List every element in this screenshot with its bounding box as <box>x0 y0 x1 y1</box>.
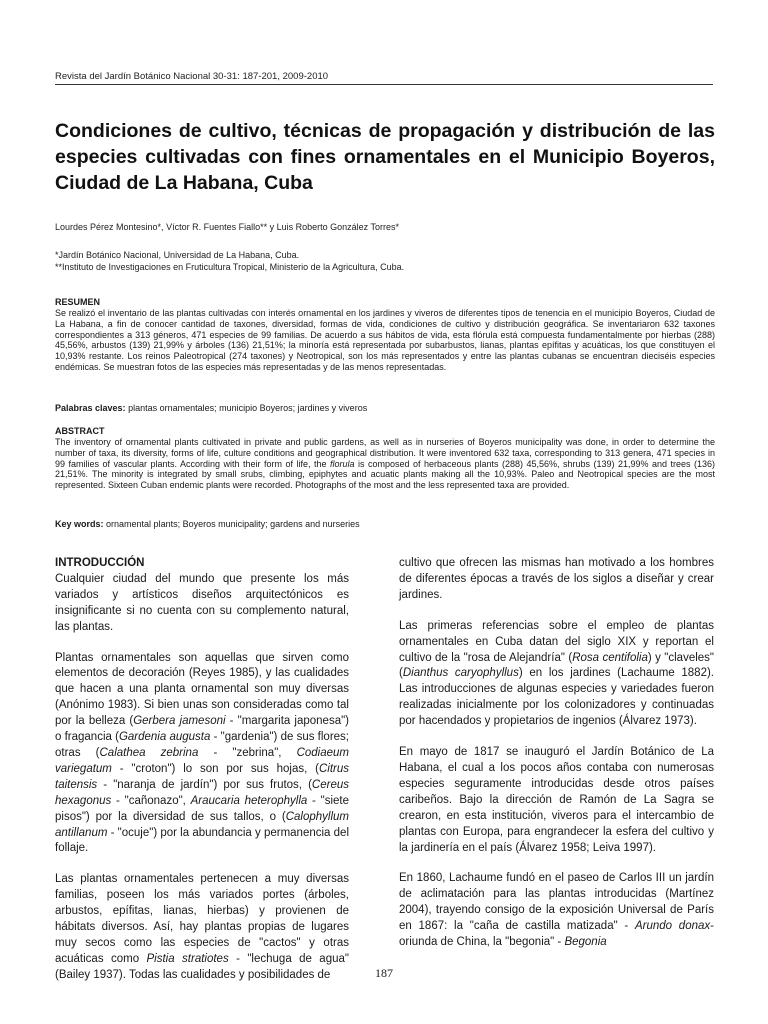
palabras-claves-label: Palabras claves: <box>55 403 126 413</box>
resumen-heading: RESUMEN <box>55 297 101 307</box>
paragraph-3: Las plantas ornamentales pertenecen a muy diversas familias, poseen los más variados portes (árboles, arbustos, epífitas, lianas, hierbas) y provienen de hábitats diversos. Así, hay plantas propias de lugares muy secos como las especies de "cactos" y otras acuáticas como Pistia stratiotes - "lechuga de agua" (Bailey 1937). Todas las cualidades y posibilidades de <box>55 873 349 981</box>
body-column-right <box>399 556 714 966</box>
key-words <box>55 519 715 529</box>
abstract-text: The inventory of ornamental plants cultivated in private and public gardens, as well as in nurseries of Boyeros municipality was done, in order to determine the number of taxa, its diversity, forms of life, culture conditions and geographical distribution. It were inventored 632 taxa, corresponding to 313 genera, 471 species in 99 families of vascular plants. According with their form of life, the florula is composed of herbaceous plants (288) 45,56%, shrubs (139) 21,99% and trees (136) 21,51%. The minority is integrated by small srubs, climbing, epiphytes and acuatic plants making all the 10,93%. Paleo and Neotropical species are the most represented. Sixteen Cuban endemic plants were recorded. Photographs of the most and the less represented taxa are provided. <box>55 437 715 491</box>
palabras-claves <box>55 403 715 413</box>
paragraph-1: Cualquier ciudad del mundo que presente los más variados y artísticos diseños arquitectónicos es insignificante si no cuenta con su complemento natural, las plantas. <box>55 572 349 633</box>
paragraph-6: En mayo de 1817 se inauguró el Jardín Botánico de La Habana, el cual a los pocos años contaba con numerosas especies seguramente introducidas desde otros países caribeños. Bajo la dirección de Ramón de La Sagra se crearon, en esta institución, viveros para el intercambio de plantas con Europa, para engrandecer la esfera del cultivo y la jardinería en el país (Álvarez 1958; Leiva 1997). <box>399 746 714 854</box>
article-title: Condiciones de cultivo, técnicas de propagación y distribución de las especies cultivadas con fines ornamentales en el Municipio Boyeros, Ciudad de La Habana, Cuba <box>55 120 715 194</box>
key-words-label: Key words: <box>55 519 104 529</box>
paragraph-5: Las primeras referencias sobre el empleo de plantas ornamentales en Cuba datan del siglo XIX y reportan el cultivo de la "rosa de Alejandría" (Rosa centifolia) y "claveles" (Dianthus caryophyllus) en los jardines (Lachaume 1882). Las introducciones de algunas especies y variedades fueron realizadas inicialmente por los colonizadores y continuadas por hacendados y propietarios de ingenios (Álvarez 1973). <box>399 619 714 728</box>
affiliations <box>55 249 715 273</box>
paragraph-2: Plantas ornamentales son aquellas que sirven como elementos de decoración (Reyes 1985), y las cualidades que hacen a una planta ornamental son muy diversas (Anónimo 1983). Si bien unas son consideradas como tal por la belleza (Gerbera jamesoni - "margarita japonesa") o fragancia (Gardenia augusta - "gardenia") de sus flores; otras (Calathea zebrina - "zebrina", Codiaeum variegatum - "croton") lo son por sus hojas, (Citrus taitensis - "naranja de jardín") por sus frutos, (Cereus hexagonus - "cañonazo", Araucaria heterophylla - "siete pisos") por la diversidad de sus tallos, o (Calophyllum antillanum - "ocuje") por la abundancia y permanencia del follaje. <box>55 651 350 855</box>
key-words-text: ornamental plants; Boyeros municipality; gardens and nurseries <box>106 519 360 529</box>
body-column-left <box>55 556 349 999</box>
introduccion-heading: INTRODUCCIÓN <box>55 557 145 569</box>
authors: Lourdes Pérez Montesino*, Víctor R. Fuentes Fiallo** y Luis Roberto González Torres* <box>55 222 399 232</box>
page-number: 187 <box>375 966 393 980</box>
affiliation-1: *Jardín Botánico Nacional, Universidad de La Habana, Cuba. <box>55 250 300 260</box>
palabras-claves-text: plantas ornamentales; municipio Boyeros; jardines y viveros <box>128 403 368 413</box>
paragraph-7: En 1860, Lachaume fundó en el paseo de Carlos III un jardín de aclimatación para las plantas introducidas (Martínez 2004), trayendo consigo de la exposición Universal de París en 1867: la "caña de castilla matizada" - Arundo donax-oriunda de China, la "begonia" - Begonia <box>399 872 714 949</box>
resumen-section <box>55 297 715 373</box>
paragraph-4: cultivo que ofrecen las mismas han motivado a los hombres de diferentes épocas a través de los siglos a diseñar y crear jardines. <box>399 557 714 601</box>
journal-citation: Revista del Jardín Botánico Nacional 30-31: 187-201, 2009-2010 <box>55 71 713 85</box>
abstract-heading: ABSTRACT <box>55 426 105 436</box>
resumen-text: Se realizó el inventario de las plantas cultivadas con interés ornamental en los jardines y viveros de diferentes tipos de tenencia en el municipio Boyeros, Ciudad de La Habana, a fin de conocer cantidad de taxones, diversidad, formas de vida, condiciones de cultivo y distribución geográfica. Se inventariaron 632 taxones correspondientes a 313 géneros, 471 especies de 99 familias. De acuerdo a sus hábitos de vida, esta flórula está compuesta fundamentalmente por hierbas (288) 45,56%, arbustos (139) 21,99% y árboles (136) 21,51%; la minoría está representada por subarbustos, lianas, plantas epífitas y acuáticas, los que constituyen el 10,93% restante. Los reinos Paleotropical (274 taxones) y Neotropical, son los más representados y entre las plantas cubanas se encuentran dieciséis especies endémicas. Se muestran fotos de las especies más representadas y de las menos representadas. <box>55 308 715 372</box>
affiliation-2: **Instituto de Investigaciones en Fruticultura Tropical, Ministerio de la Agricultura, Cuba. <box>55 262 405 272</box>
abstract-section <box>55 426 715 491</box>
